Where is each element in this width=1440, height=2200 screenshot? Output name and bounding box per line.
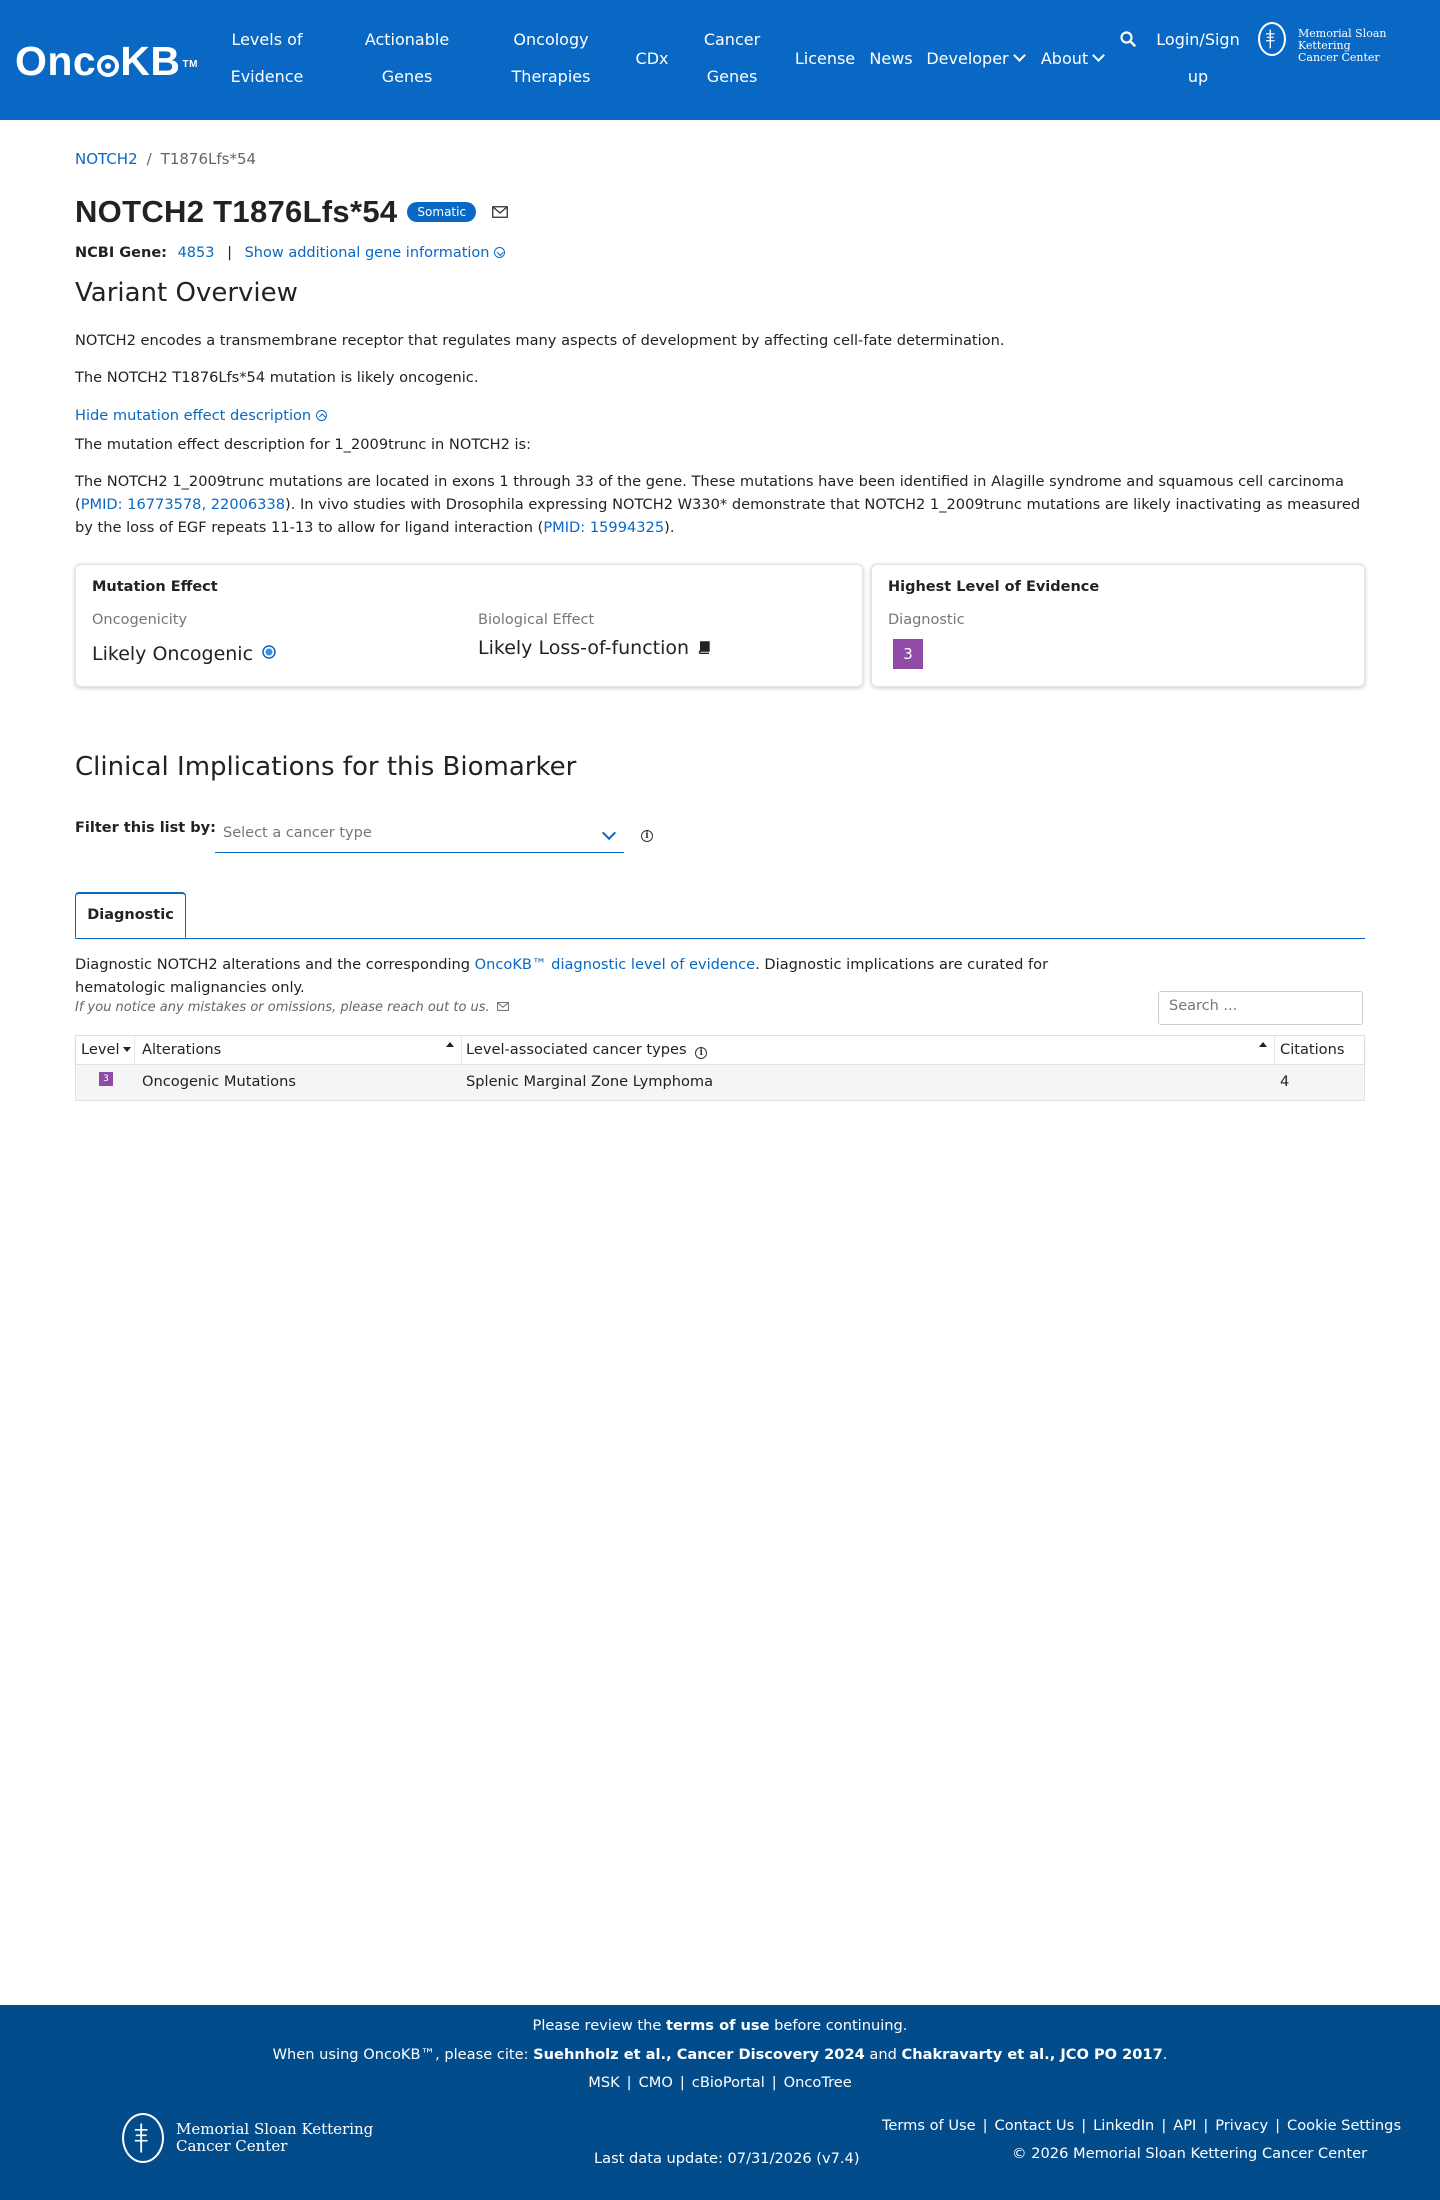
hide-mutation-effect-toggle[interactable] — [75, 404, 1365, 427]
nav-label: Levels of — [231, 30, 303, 49]
nav-label: About — [1040, 49, 1089, 68]
biological-effect-value — [478, 637, 710, 659]
header-text: Level-associated cancer types — [466, 1041, 687, 1058]
nav-cdx[interactable] — [632, 40, 672, 77]
footer — [0, 2005, 1440, 2200]
toggle-label: Hide mutation effect description — [75, 407, 312, 424]
title-row — [75, 190, 508, 234]
breadcrumb-gene-link[interactable]: NOTCH2 — [75, 150, 138, 168]
mutation-effect-card — [75, 564, 863, 687]
nav-label: Therapies — [511, 67, 591, 86]
filter-label: Filter this list by: — [75, 820, 216, 836]
footer-link-terms[interactable]: Terms of Use — [882, 2117, 976, 2134]
footer-text: before continuing. — [769, 2017, 908, 2034]
nav-actionable-genes[interactable] — [357, 21, 457, 95]
header-alterations[interactable]: Alterations — [142, 1041, 222, 1058]
nav-label: Cancer — [703, 30, 761, 49]
header-level[interactable] — [81, 1036, 131, 1064]
nav-label: up — [1187, 67, 1209, 86]
tab-bar-line — [75, 938, 1365, 939]
oncogenicity-text: Likely Oncogenic — [92, 643, 254, 665]
highest-level-card — [871, 564, 1365, 687]
citation-notice — [0, 2046, 1440, 2063]
chevron-down-icon — [1092, 49, 1105, 62]
feedback-notice — [75, 1000, 509, 1015]
copyright: © 2026 Memorial Sloan Kettering Cancer Center — [1012, 2145, 1368, 2162]
breadcrumb — [75, 150, 256, 168]
footer-link-linkedin[interactable]: LinkedIn — [1093, 2117, 1155, 2134]
footer-text: When using OncoKB™, please cite: — [272, 2046, 534, 2063]
table-row — [76, 1065, 1364, 1100]
citation-link[interactable]: Chakravarty et al., JCO PO 2017 — [901, 2046, 1163, 2063]
pmid-link[interactable]: PMID: 15994325 — [543, 519, 665, 536]
implications-table — [75, 1035, 1365, 1101]
tab-diagnostic[interactable]: Diagnostic — [75, 892, 186, 938]
biological-effect-label: Biological Effect — [478, 612, 595, 628]
nav-label: License — [794, 49, 856, 68]
footer-link-api[interactable]: API — [1173, 2117, 1197, 2134]
variant-overview-heading: Variant Overview — [75, 278, 298, 308]
nav-label: Genes — [706, 67, 758, 86]
msk-logo-text — [176, 2121, 373, 2155]
footer-link-cbioportal[interactable]: cBioPortal — [691, 2074, 765, 2091]
citations-count[interactable]: 4 — [1280, 1073, 1290, 1090]
oncogenic-target-icon — [262, 645, 276, 659]
footer-text: . — [1162, 2046, 1168, 2063]
msk-emblem-icon — [1258, 22, 1286, 56]
msk-emblem-icon — [122, 2113, 164, 2163]
book-icon[interactable] — [698, 641, 710, 654]
cancer-type-select[interactable] — [215, 820, 624, 853]
nav-levels-of-evidence[interactable] — [222, 21, 312, 95]
nav-oncology-therapies[interactable] — [502, 21, 600, 95]
nav-label: CDx — [635, 49, 669, 68]
sort-desc-icon — [123, 1047, 131, 1052]
footer-link-privacy[interactable]: Privacy — [1215, 2117, 1269, 2134]
footer-link-msk[interactable]: MSK — [588, 2074, 620, 2091]
nav-about-dropdown[interactable] — [1038, 40, 1106, 77]
nav-label: News — [869, 49, 913, 68]
alteration-link[interactable]: Oncogenic Mutations — [142, 1073, 296, 1090]
nav-news[interactable] — [868, 40, 914, 77]
footer-text: and — [864, 2046, 902, 2063]
msk-logo-text — [1298, 28, 1428, 64]
level-3-icon[interactable]: 3 — [99, 1072, 113, 1086]
login-signup-link[interactable] — [1152, 21, 1244, 95]
nav-label: Login/Sign — [1156, 30, 1240, 49]
diagnostic-level-link[interactable]: OncoKB™ diagnostic level of evidence — [474, 956, 756, 973]
brand-prefix: Onc — [15, 38, 97, 84]
brand-suffix: KB — [120, 38, 181, 84]
desc-text: ). — [664, 519, 675, 536]
sort-asc-icon — [446, 1042, 454, 1047]
brand-tm: TM — [182, 59, 198, 70]
clinical-implications-heading: Clinical Implications for this Biomarker — [75, 752, 577, 782]
breadcrumb-separator: / — [146, 150, 152, 168]
oncogenicity-value — [92, 643, 276, 665]
footer-link-cmo[interactable]: CMO — [638, 2074, 673, 2091]
cancer-type-link[interactable]: Splenic Marginal Zone Lymphoma — [466, 1073, 714, 1090]
mutation-effect-intro: The mutation effect description for 1_2009trunc in NOTCH2 is: — [75, 436, 532, 453]
desc-text: . Diagnostic implications are curated for hematologic malignancies only. — [75, 956, 1049, 996]
mutation-effect-description — [75, 470, 1365, 539]
info-icon[interactable]: i — [695, 1047, 707, 1059]
toggle-label: Show additional gene information — [244, 245, 490, 261]
footer-link-oncotree[interactable]: OncoTree — [783, 2074, 852, 2091]
select-placeholder: Select a cancer type — [223, 825, 372, 841]
chevron-down-icon — [1013, 49, 1026, 62]
chevron-down-icon — [602, 826, 616, 840]
ncbi-gene-link[interactable]: 4853 — [177, 245, 215, 261]
last-data-update: Last data update: 07/31/2026 (v7.4) — [594, 2150, 860, 2167]
chevron-down-circle-icon — [494, 247, 505, 258]
desc-text: The NOTCH2 1_2009trunc mutations are located in exons 1 through 33 of the gene. These mutations have been identified in Alagille syndrome and squamous cell carcinoma ( — [75, 473, 1344, 513]
sort-asc-icon — [1259, 1042, 1267, 1047]
somatic-badge: Somatic — [407, 202, 476, 222]
footer-msk-logo[interactable] — [122, 2113, 382, 2163]
footer-text: Please review the — [532, 2017, 667, 2034]
header-text: Level — [81, 1041, 120, 1058]
table-header — [76, 1036, 1364, 1065]
evidence-type-label: Diagnostic — [888, 612, 965, 628]
nav-label: Developer — [926, 49, 1009, 68]
terms-notice — [0, 2017, 1440, 2034]
highest-level-title: Highest Level of Evidence — [888, 579, 1100, 595]
level-3-icon[interactable]: 3 — [893, 639, 923, 669]
oncogenicity-label: Oncogenicity — [92, 612, 188, 628]
gene-info-row — [75, 245, 505, 261]
brand-o-icon — [97, 55, 119, 77]
gene-summary: NOTCH2 encodes a transmembrane receptor that regulates many aspects of development by affecting cell-fate determination. — [75, 332, 1005, 349]
chevron-up-circle-icon — [316, 410, 327, 421]
oncokb-logo[interactable] — [15, 38, 198, 84]
envelope-icon[interactable] — [492, 206, 508, 218]
footer-link-contact[interactable]: Contact Us — [994, 2117, 1075, 2134]
variant-summary: The NOTCH2 T1876Lfs*54 mutation is likely oncogenic. — [75, 369, 479, 386]
pmid-link[interactable]: PMID: 16773578, 22006338 — [80, 496, 286, 513]
nav-label: Actionable — [364, 30, 450, 49]
nav-license[interactable] — [792, 40, 858, 77]
envelope-icon[interactable] — [497, 1002, 509, 1011]
gene-info-separator: | — [227, 245, 232, 261]
search-placeholder: Search ... — [1169, 998, 1238, 1014]
nav-cancer-genes[interactable] — [697, 21, 767, 95]
breadcrumb-current: T1876Lfs*54 — [160, 150, 257, 168]
msk-line: Memorial Sloan Kettering — [1298, 27, 1387, 52]
nav-label: Oncology — [513, 30, 589, 49]
diagnostic-description — [75, 953, 1115, 999]
ncbi-gene-label: NCBI Gene: — [75, 245, 167, 261]
nav-label: Genes — [381, 67, 433, 86]
msk-logo[interactable] — [1258, 22, 1428, 62]
msk-line: Cancer Center — [1298, 51, 1380, 64]
header-citations[interactable]: Citations — [1280, 1041, 1345, 1058]
info-icon[interactable]: i — [641, 830, 653, 842]
search-icon[interactable] — [1120, 31, 1136, 47]
msk-line: Memorial Sloan Kettering — [176, 2120, 374, 2138]
table-search-input[interactable] — [1158, 991, 1363, 1025]
page-title: NOTCH2 T1876Lfs*54 — [75, 194, 398, 229]
header-cancer-types[interactable] — [466, 1036, 707, 1064]
msk-line: Cancer Center — [176, 2137, 288, 2155]
footer-partner-links: MSK | CMO | cBioPortal | OncoTree — [588, 2074, 852, 2091]
footer-legal-links: Terms of Use | Contact Us | LinkedIn | API | Privacy | Cookie Settings — [882, 2117, 1402, 2134]
citation-link[interactable]: Suehnholz et al., Cancer Discovery 2024 — [533, 2046, 865, 2063]
show-gene-info-toggle[interactable] — [245, 245, 506, 261]
footer-link-cookies[interactable]: Cookie Settings — [1287, 2117, 1402, 2134]
top-navbar — [0, 0, 1440, 120]
desc-text: Diagnostic NOTCH2 alterations and the corresponding — [75, 956, 475, 973]
bio-effect-text: Likely Loss-of-function — [478, 637, 690, 659]
desc-text: ). In vivo studies with Drosophila expressing NOTCH2 W330* demonstrate that NOTCH2 1_2009trunc mutations are likely inactivating as measured by the loss of EGF repeats 11-13 to allow for ligand interaction ( — [75, 496, 1361, 536]
mutation-effect-title: Mutation Effect — [92, 579, 218, 595]
terms-link[interactable]: terms of use — [666, 2017, 770, 2034]
nav-label: Evidence — [230, 67, 304, 86]
nav-developer-dropdown[interactable] — [926, 40, 1024, 77]
notice-text: If you notice any mistakes or omissions, please reach out to us. — [75, 1000, 490, 1015]
